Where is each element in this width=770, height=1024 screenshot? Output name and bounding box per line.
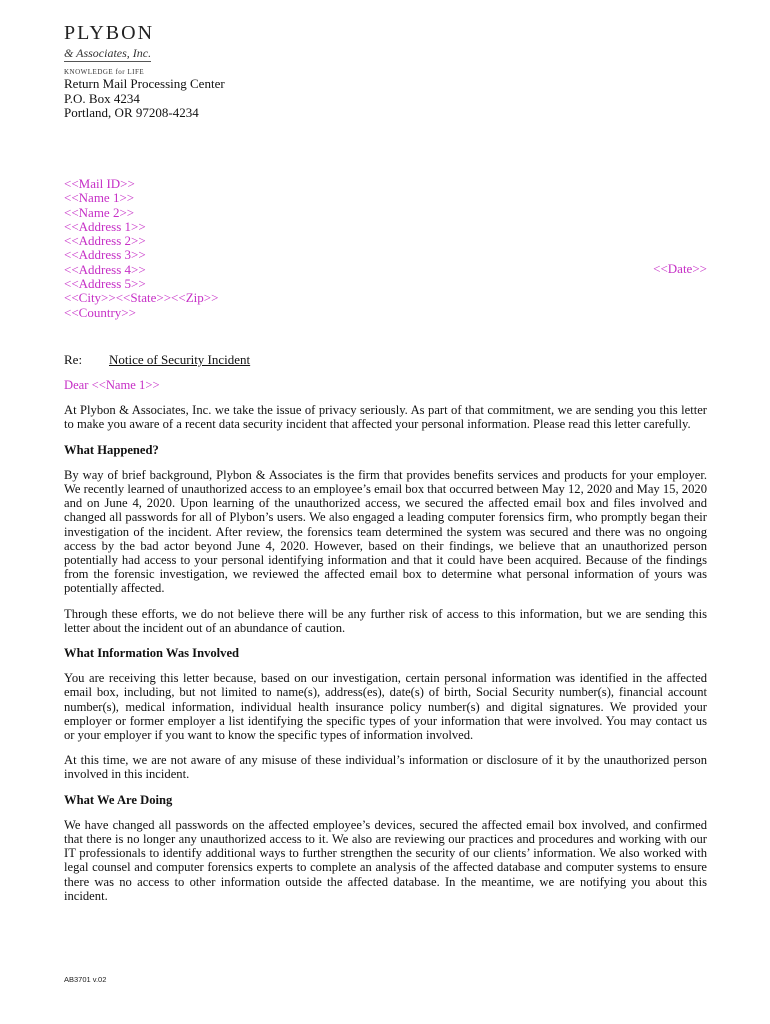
- section-heading-what-happened: What Happened?: [64, 442, 159, 457]
- name-1-field: <<Name 1>>: [64, 190, 135, 206]
- address-5-field: <<Address 5>>: [64, 276, 146, 292]
- what-we-are-doing-paragraph: We have changed all passwords on the affected employee’s devices, secured the affected email box involved, and confirmed that there is no longer any unauthorized access to it. We also are reviewing our practices and procedures and working with our IT professionals to identify additional ways to further strengthen the security of our clients’ information. We also worked with legal counsel and computer forensics experts to complete an analysis of the affected database and computer systems to ensure there was no access to other information outside the affected database. In the meantime, we are notifying you about this incident.: [64, 817, 707, 903]
- recipient-address-block: [64, 177, 218, 320]
- country-field: <<Country>>: [64, 304, 136, 320]
- address-3-field: <<Address 3>>: [64, 247, 146, 263]
- address-2-field: <<Address 2>>: [64, 233, 146, 249]
- re-line: [64, 352, 250, 367]
- what-happened-paragraph: Through these efforts, we do not believe there will be any further risk of access to this information, but we are sending this letter about the incident out of an abundance of caution.: [64, 606, 707, 635]
- return-address-line: P.O. Box 4234: [64, 90, 140, 106]
- section-heading-what-we-are-doing: What We Are Doing: [64, 792, 173, 807]
- what-happened-paragraph: By way of brief background, Plybon & Associates is the firm that provides benefits services and products for your employer. We recently learned of unauthorized access to an employee’s email box that occurred between May 12, 2020 and May 15, 2020 and on June 4, 2020. Upon learning of the unauthorized access, we secured the affected email box and files involved and changed all passwords for all of Plybon’s users. We also engaged a leading computer forensics firm, who promptly began their investigation of the incident. After review, the forensics team determined the system was secured and there was no ongoing access by the bad actor beyond June 4, 2020. However, based on their findings, we believe that an unauthorized person potentially had access to your personal identifying information and that it could have been acquired. Because of the findings from the forensic investigation, we reviewed the affected email box to determine what personal information of yours was potentially affected.: [64, 467, 707, 596]
- company-logo: [64, 22, 154, 79]
- mail-id-field: <<Mail ID>>: [64, 176, 135, 191]
- letter-body: [64, 378, 707, 914]
- address-4-field: <<Address 4>>: [64, 261, 146, 277]
- logo-tagline: KNOWLEDGE for LIFE: [64, 68, 145, 76]
- information-involved-paragraph: At this time, we are not aware of any misuse of these individual’s information or disclosure of it by the unauthorized person involved in this incident.: [64, 753, 707, 782]
- name-2-field: <<Name 2>>: [64, 204, 135, 220]
- date-field: <<Date>>: [653, 261, 707, 276]
- section-heading-information-involved: What Information Was Involved: [64, 646, 240, 661]
- logo-associates: & Associates, Inc.: [64, 46, 152, 60]
- information-involved-paragraph: You are receiving this letter because, based on our investigation, certain personal information was identified in the affected email box, including, but not limited to name(s), address(es), date(s) of birth, Social Security number(s), financial account number(s), medical information, individual health insurance policy number(s) and digital signatures. We provided your employer or former employer a list identifying the specific types of your information that were involved. You may contact us or your employer if you want to know the specific types of information involved.: [64, 671, 707, 743]
- re-subject: Notice of Security Incident: [109, 352, 251, 367]
- re-label: Re:: [64, 352, 83, 367]
- address-1-field: <<Address 1>>: [64, 218, 146, 234]
- return-address: [64, 77, 225, 121]
- city-state-zip-field: <<City>><<State>><<Zip>>: [64, 290, 219, 306]
- salutation: Dear <<Name 1>>: [64, 378, 160, 392]
- footer-form-code: AB3701 v.02: [64, 975, 107, 984]
- logo-name: PLYBON: [64, 22, 155, 44]
- intro-paragraph: At Plybon & Associates, Inc. we take the issue of privacy seriously. As part of that commitment, we are sending you this letter to make you aware of a recent data security incident that affected your personal information. Please read this letter carefully.: [64, 403, 707, 432]
- return-address-line: Portland, OR 97208-4234: [64, 105, 199, 120]
- return-address-line: Return Mail Processing Center: [64, 76, 225, 91]
